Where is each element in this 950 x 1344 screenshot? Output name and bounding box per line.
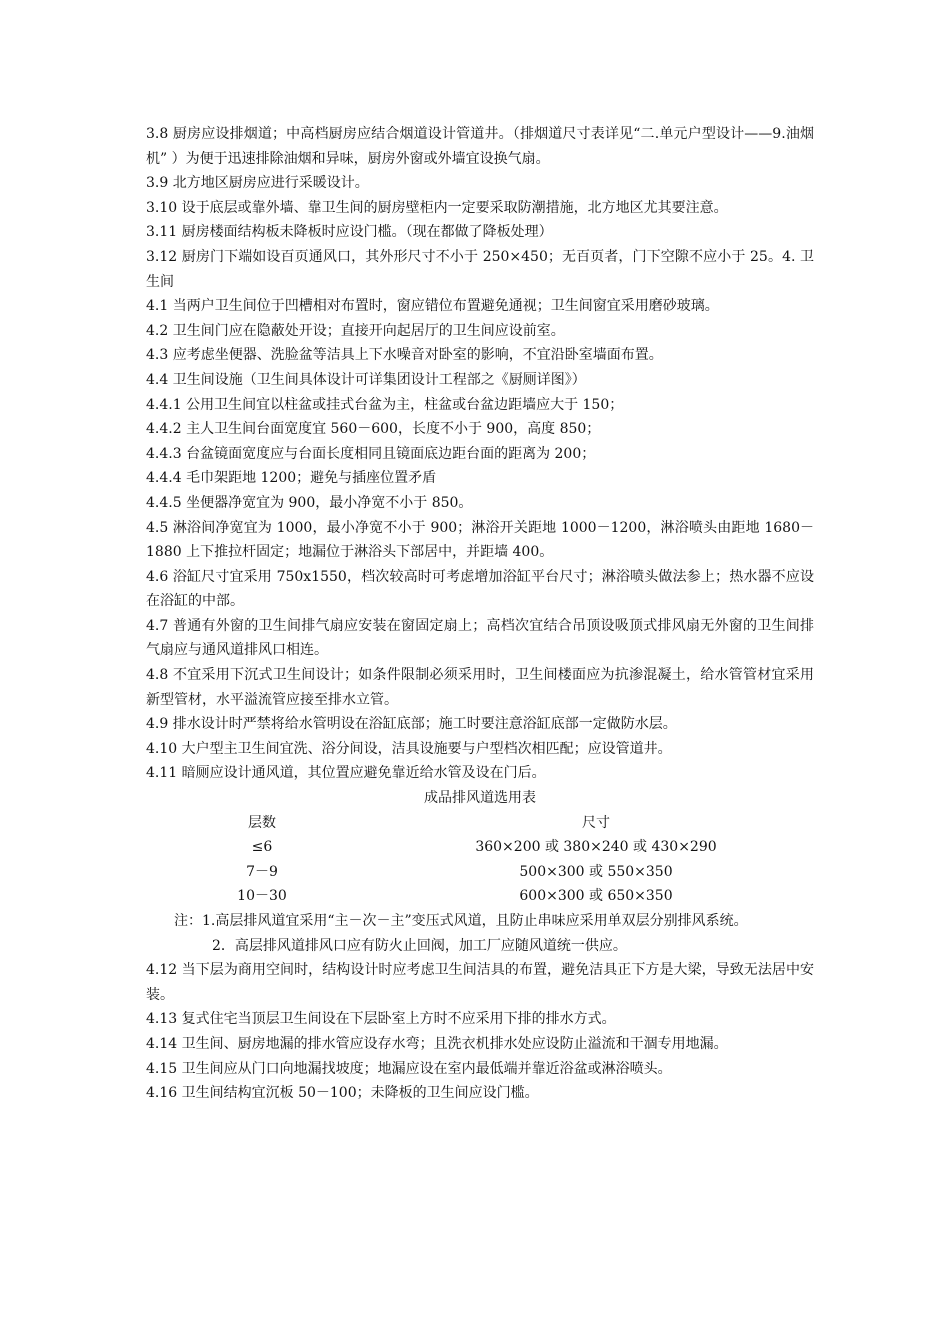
table-header-size: 尺寸 xyxy=(582,814,610,831)
table-row xyxy=(146,835,814,860)
paragraph-4-4-5: 4.4.5 坐便器净宽宜为 900，最小净宽不小于 850。 xyxy=(146,494,473,511)
exhaust-duct-table xyxy=(146,811,814,909)
paragraph-4-6: 4.6 浴缸尺寸宜采用 750x1550，档次较高时可考虑增加浴缸平台尺寸；淋浴喷头做法参上；热水器不应设在浴缸的中部。 xyxy=(146,568,814,610)
paragraph-4-14: 4.14 卫生间、厨房地漏的排水管应设存水弯；且洗衣机排水处应设防止溢流和干涸专用地漏。 xyxy=(146,1035,728,1052)
paragraph-3-12: 3.12 厨房门下端如设百页通风口，其外形尺寸不小于 250×450；无百页者，门下空隙不应小于 25。4. 卫生间 xyxy=(146,248,814,290)
table-cell-floors: 7－9 xyxy=(246,863,278,880)
table-title: 成品排风道选用表 xyxy=(424,790,536,807)
paragraph-4-4-4: 4.4.4 毛巾架距地 1200；避免与插座位置矛盾 xyxy=(146,470,437,487)
paragraph-3-8: 3.8 厨房应设排烟道；中高档厨房应结合烟道设计管道井。（排烟道尺寸表详见“二.单元户型设计——9.油烟机” ）为便于迅速排除油烟和异味，厨房外窗或外墙宜设换气扇。 xyxy=(146,126,814,167)
paragraph-4-2: 4.2 卫生间门应在隐蔽处开设；直接开向起居厅的卫生间应设前室。 xyxy=(146,322,565,339)
document-page xyxy=(146,122,814,1106)
table-cell-size: 360×200 或 380×240 或 430×290 xyxy=(475,839,717,856)
paragraph-4-15: 4.15 卫生间应从门口向地漏找坡度；地漏应设在室内最低端并靠近浴盆或淋浴喷头。 xyxy=(146,1060,672,1077)
paragraph-3-11: 3.11 厨房楼面结构板未降板时应设门槛。（现在都做了降板处理） xyxy=(146,224,553,241)
table-cell-size: 500×300 或 550×350 xyxy=(519,863,673,880)
paragraph-4-13: 4.13 复式住宅当顶层卫生间设在下层卧室上方时不应采用下排的排水方式。 xyxy=(146,1011,616,1028)
table-row xyxy=(146,860,814,885)
paragraph-4-4: 4.4 卫生间设施（卫生间具体设计可详集团设计工程部之《厨厕详图》） xyxy=(146,371,586,388)
paragraph-4-1: 4.1 当两户卫生间位于凹槽相对布置时，窗应错位布置避免通视；卫生间窗宜采用磨砂玻璃。 xyxy=(146,298,719,315)
table-note-1: 注：1.高层排风道宜采用“主－次－主”变压式风道，且防止串味应采用单双层分别排风系统。 xyxy=(174,913,748,929)
table-note-2: 2．高层排风道排风口应有防火止回阀，加工厂应随风道统一供应。 xyxy=(212,937,627,954)
table-header-row xyxy=(146,811,814,836)
paragraph-4-10: 4.10 大户型主卫生间宜洗、浴分间设，洁具设施要与户型档次相匹配；应设管道井。 xyxy=(146,740,672,757)
paragraph-4-5: 4.5 淋浴间净宽宜为 1000，最小净宽不小于 900；淋浴开关距地 1000－1200，淋浴喷头由距地 1680－1880 上下推拉杆固定；地漏位于淋浴头下部居中，并距墙 400。 xyxy=(146,519,814,561)
table-cell-size: 600×300 或 650×350 xyxy=(519,888,673,905)
paragraph-4-8: 4.8 不宜采用下沉式卫生间设计；如条件限制必须采用时，卫生间楼面应为抗渗混凝土，给水管管材宜采用新型管材，水平溢流管应接至排水立管。 xyxy=(146,667,814,708)
table-header-floors: 层数 xyxy=(248,814,276,831)
paragraph-4-4-1: 4.4.1 公用卫生间宜以柱盆或挂式台盆为主，柱盆或台盆边距墙应大于 150； xyxy=(146,396,624,413)
table-cell-floors: ≤6 xyxy=(251,839,273,856)
paragraph-4-7: 4.7 普通有外窗的卫生间排气扇应安装在窗固定扇上；高档次宜结合吊顶设吸顶式排风扇无外窗的卫生间排气扇应与通风道排风口相连。 xyxy=(146,617,814,659)
paragraph-3-9: 3.9 北方地区厨房应进行采暖设计。 xyxy=(146,175,369,192)
table-row xyxy=(146,884,814,909)
paragraph-3-10: 3.10 设于底层或靠外墙、靠卫生间的厨房壁柜内一定要采取防潮措施，北方地区尤其要注意。 xyxy=(146,199,728,216)
paragraph-4-4-3: 4.4.3 台盆镜面宽度应与台面长度相同且镜面底边距台面的距离为 200； xyxy=(146,445,596,462)
paragraph-4-12: 4.12 当下层为商用空间时，结构设计时应考虑卫生间洁具的布置，避免洁具正下方是大梁，导致无法居中安装。 xyxy=(146,962,814,1003)
table-cell-floors: 10－30 xyxy=(237,888,287,905)
paragraph-4-11: 4.11 暗厕应设计通风道，其位置应避免靠近给水管及设在门后。 xyxy=(146,765,546,782)
paragraph-4-3: 4.3 应考虑坐便器、洗脸盆等洁具上下水噪音对卧室的影响，不宜沿卧室墙面布置。 xyxy=(146,347,663,364)
paragraph-4-4-2: 4.4.2 主人卫生间台面宽度宜 560－600，长度不小于 900，高度 850； xyxy=(146,421,601,438)
paragraph-4-16: 4.16 卫生间结构宜沉板 50－100；未降板的卫生间应设门槛。 xyxy=(146,1085,539,1102)
paragraph-4-9: 4.9 排水设计时严禁将给水管明设在浴缸底部；施工时要注意浴缸底部一定做防水层。 xyxy=(146,716,677,733)
